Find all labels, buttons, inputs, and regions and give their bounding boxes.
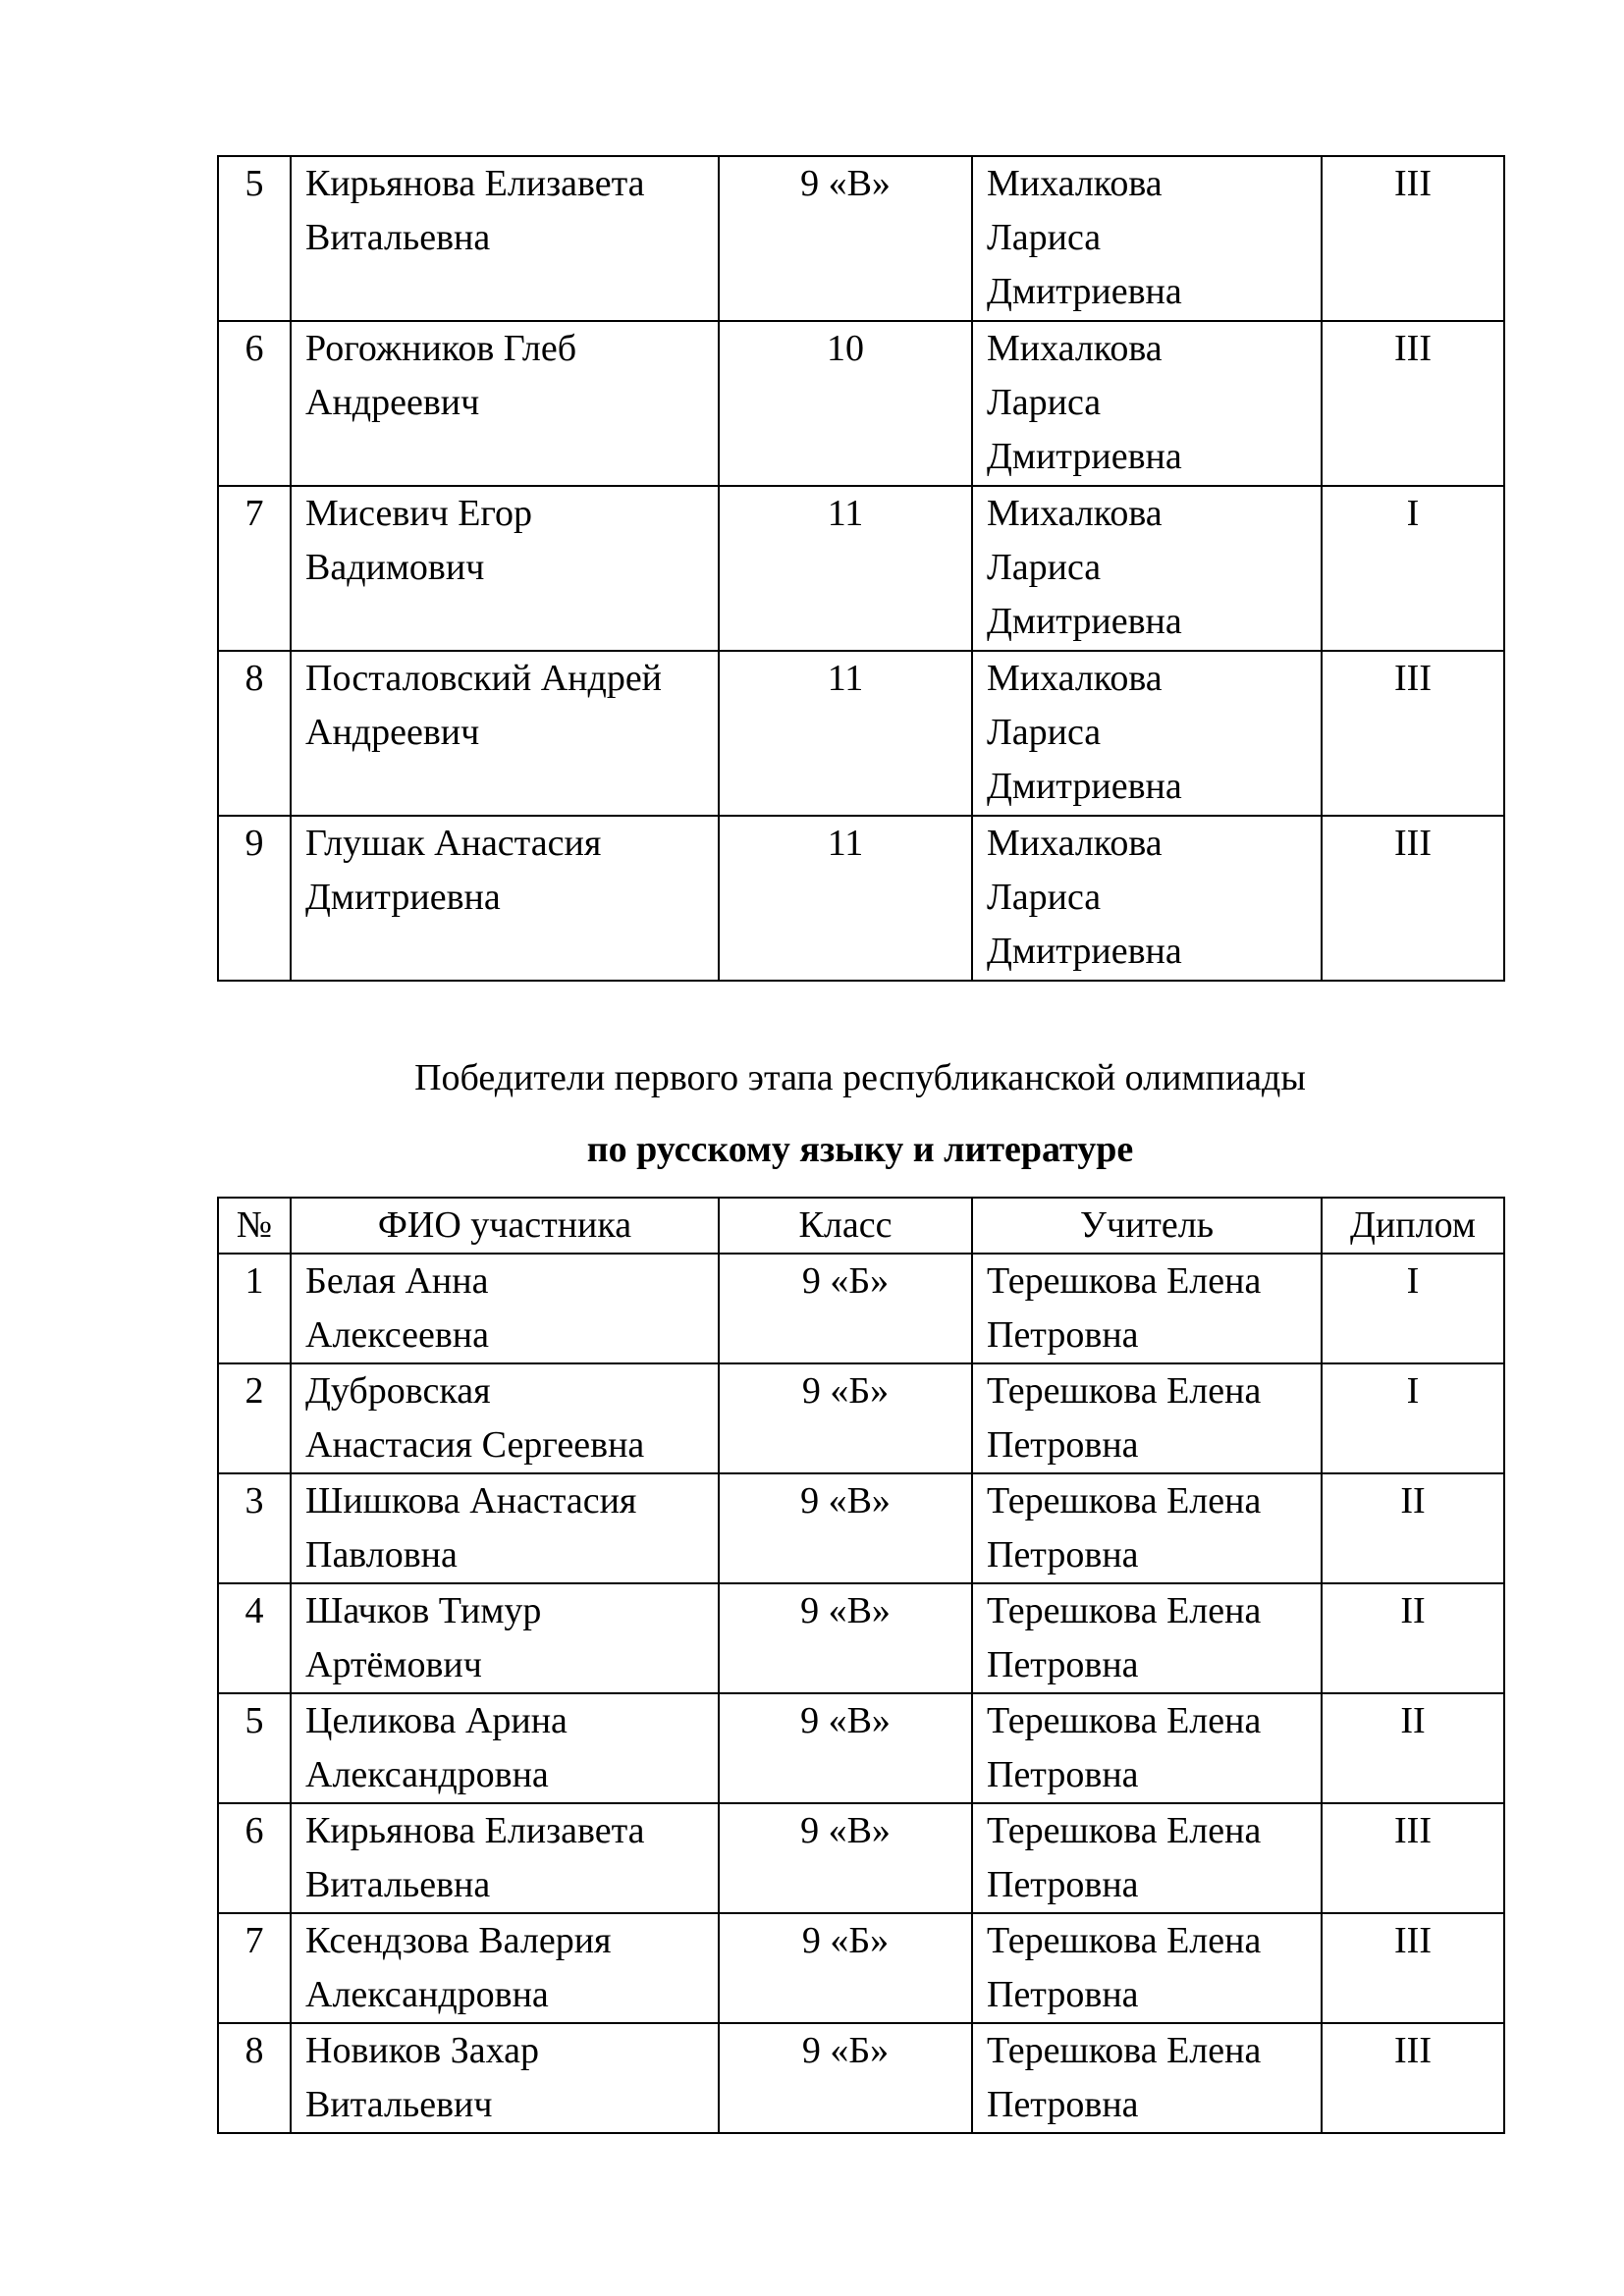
teacher-line: Михалкова bbox=[987, 658, 1163, 699]
name-line: Шишкова Анастасия bbox=[305, 1480, 637, 1522]
diploma: III bbox=[1322, 1913, 1504, 2023]
row-number: 2 bbox=[218, 1363, 291, 1473]
teacher-name bbox=[972, 1803, 1322, 1913]
row-number: 8 bbox=[218, 651, 291, 816]
teacher-line: Михалкова bbox=[987, 163, 1163, 204]
name-line: Шачков Тимур bbox=[305, 1590, 542, 1631]
participant-name bbox=[291, 1583, 719, 1693]
teacher-name bbox=[972, 1473, 1322, 1583]
name-line: Мисевич Егор bbox=[305, 493, 533, 534]
table-header-row bbox=[218, 1198, 1504, 1254]
grade: 9 «Б» bbox=[719, 1363, 972, 1473]
name-line: Александровна bbox=[305, 1974, 549, 2015]
column-header-teacher: Учитель bbox=[972, 1198, 1322, 1254]
diploma: I bbox=[1322, 1254, 1504, 1363]
teacher-line: Михалкова bbox=[987, 493, 1163, 534]
participant-name bbox=[291, 651, 719, 816]
grade: 9 «Б» bbox=[719, 1254, 972, 1363]
diploma: III bbox=[1322, 816, 1504, 981]
teacher-line: Петровна bbox=[987, 1534, 1139, 1575]
participant-name bbox=[291, 1254, 719, 1363]
participant-name bbox=[291, 816, 719, 981]
diploma: I bbox=[1322, 486, 1504, 651]
grade: 9 «В» bbox=[719, 1473, 972, 1583]
diploma: III bbox=[1322, 2023, 1504, 2133]
name-line: Глушак Анастасия bbox=[305, 823, 602, 864]
teacher-line: Лариса bbox=[987, 877, 1102, 918]
table-row bbox=[218, 1363, 1504, 1473]
results-table-continued bbox=[217, 155, 1505, 982]
teacher-name bbox=[972, 1363, 1322, 1473]
teacher-line: Лариса bbox=[987, 547, 1102, 588]
row-number: 8 bbox=[218, 2023, 291, 2133]
teacher-name bbox=[972, 486, 1322, 651]
name-line: Целикова Арина bbox=[305, 1700, 568, 1741]
teacher-line: Дмитриевна bbox=[987, 271, 1182, 312]
teacher-name bbox=[972, 651, 1322, 816]
results-table-russian bbox=[217, 1197, 1505, 2134]
teacher-name bbox=[972, 2023, 1322, 2133]
section-subtitle: по русскому языку и литературе bbox=[586, 1129, 1134, 1170]
column-header-number: № bbox=[218, 1198, 291, 1254]
grade: 9 «Б» bbox=[719, 2023, 972, 2133]
teacher-line: Лариса bbox=[987, 712, 1102, 753]
name-line: Новиков Захар bbox=[305, 2030, 539, 2071]
name-line: Рогожников Глеб bbox=[305, 328, 577, 369]
name-line: Артёмович bbox=[305, 1644, 482, 1685]
teacher-line: Терешкова Елена bbox=[987, 1920, 1262, 1961]
diploma: III bbox=[1322, 651, 1504, 816]
table-row bbox=[218, 1254, 1504, 1363]
table-row bbox=[218, 321, 1504, 486]
teacher-line: Терешкова Елена bbox=[987, 1700, 1262, 1741]
participant-name bbox=[291, 1363, 719, 1473]
row-number: 7 bbox=[218, 486, 291, 651]
name-line: Белая Анна bbox=[305, 1260, 489, 1302]
grade: 11 bbox=[719, 816, 972, 981]
teacher-line: Терешкова Елена bbox=[987, 1590, 1262, 1631]
participant-name bbox=[291, 156, 719, 321]
table-row bbox=[218, 816, 1504, 981]
teacher-line: Михалкова bbox=[987, 328, 1163, 369]
teacher-line: Дмитриевна bbox=[987, 601, 1182, 642]
section-title: Победители первого этапа республиканской олимпиады bbox=[414, 1057, 1306, 1098]
teacher-line: Терешкова Елена bbox=[987, 1260, 1262, 1302]
teacher-line: Дмитриевна bbox=[987, 766, 1182, 807]
teacher-line: Лариса bbox=[987, 382, 1102, 423]
name-line: Андреевич bbox=[305, 712, 480, 753]
row-number: 7 bbox=[218, 1913, 291, 2023]
name-line: Дмитриевна bbox=[305, 877, 501, 918]
name-line: Александровна bbox=[305, 1754, 549, 1795]
teacher-line: Дмитриевна bbox=[987, 931, 1182, 972]
name-line: Витальевна bbox=[305, 1864, 491, 1905]
teacher-line: Дмитриевна bbox=[987, 436, 1182, 477]
diploma: III bbox=[1322, 321, 1504, 486]
row-number: 4 bbox=[218, 1583, 291, 1693]
participant-name bbox=[291, 321, 719, 486]
teacher-name bbox=[972, 1913, 1322, 2023]
table-row bbox=[218, 1693, 1504, 1803]
participant-name bbox=[291, 1803, 719, 1913]
teacher-line: Петровна bbox=[987, 1864, 1139, 1905]
name-line: Андреевич bbox=[305, 382, 480, 423]
teacher-line: Петровна bbox=[987, 1644, 1139, 1685]
teacher-name bbox=[972, 1693, 1322, 1803]
teacher-name bbox=[972, 1583, 1322, 1693]
teacher-line: Терешкова Елена bbox=[987, 1480, 1262, 1522]
name-line: Витальевна bbox=[305, 217, 491, 258]
name-line: Алексеевна bbox=[305, 1314, 489, 1356]
table-row bbox=[218, 1803, 1504, 1913]
row-number: 5 bbox=[218, 1693, 291, 1803]
teacher-name bbox=[972, 1254, 1322, 1363]
teacher-line: Терешкова Елена bbox=[987, 2030, 1262, 2071]
name-line: Ксендзова Валерия bbox=[305, 1920, 612, 1961]
teacher-line: Петровна bbox=[987, 1314, 1139, 1356]
participant-name bbox=[291, 1473, 719, 1583]
table-row bbox=[218, 651, 1504, 816]
teacher-line: Петровна bbox=[987, 2084, 1139, 2125]
participant-name bbox=[291, 2023, 719, 2133]
table-row bbox=[218, 156, 1504, 321]
grade: 9 «Б» bbox=[719, 1913, 972, 2023]
grade: 11 bbox=[719, 651, 972, 816]
diploma: II bbox=[1322, 1693, 1504, 1803]
teacher-line: Лариса bbox=[987, 217, 1102, 258]
name-line: Кирьянова Елизавета bbox=[305, 1810, 645, 1851]
teacher-name bbox=[972, 156, 1322, 321]
name-line: Посталовский Андрей bbox=[305, 658, 663, 699]
row-number: 6 bbox=[218, 1803, 291, 1913]
grade: 9 «В» bbox=[719, 1583, 972, 1693]
grade: 10 bbox=[719, 321, 972, 486]
row-number: 6 bbox=[218, 321, 291, 486]
row-number: 1 bbox=[218, 1254, 291, 1363]
diploma: II bbox=[1322, 1473, 1504, 1583]
diploma: III bbox=[1322, 156, 1504, 321]
grade: 9 «В» bbox=[719, 1693, 972, 1803]
table-row bbox=[218, 486, 1504, 651]
diploma: I bbox=[1322, 1363, 1504, 1473]
teacher-line: Терешкова Елена bbox=[987, 1810, 1262, 1851]
grade: 9 «В» bbox=[719, 1803, 972, 1913]
table-row bbox=[218, 1913, 1504, 2023]
name-line: Анастасия Сергеевна bbox=[305, 1424, 645, 1466]
column-header-grade: Класс bbox=[719, 1198, 972, 1254]
participant-name bbox=[291, 1913, 719, 2023]
row-number: 9 bbox=[218, 816, 291, 981]
column-header-diploma: Диплом bbox=[1322, 1198, 1504, 1254]
row-number: 5 bbox=[218, 156, 291, 321]
diploma: III bbox=[1322, 1803, 1504, 1913]
participant-name bbox=[291, 486, 719, 651]
diploma: II bbox=[1322, 1583, 1504, 1693]
name-line: Дубровская bbox=[305, 1370, 491, 1412]
teacher-name bbox=[972, 321, 1322, 486]
grade: 11 bbox=[719, 486, 972, 651]
name-line: Витальевич bbox=[305, 2084, 493, 2125]
column-header-name: ФИО участника bbox=[291, 1198, 719, 1254]
teacher-name bbox=[972, 816, 1322, 981]
name-line: Павловна bbox=[305, 1534, 458, 1575]
row-number: 3 bbox=[218, 1473, 291, 1583]
table-row bbox=[218, 1583, 1504, 1693]
teacher-line: Терешкова Елена bbox=[987, 1370, 1262, 1412]
teacher-line: Петровна bbox=[987, 1974, 1139, 2015]
teacher-line: Михалкова bbox=[987, 823, 1163, 864]
teacher-line: Петровна bbox=[987, 1424, 1139, 1466]
name-line: Вадимович bbox=[305, 547, 485, 588]
table-row bbox=[218, 2023, 1504, 2133]
participant-name bbox=[291, 1693, 719, 1803]
grade: 9 «В» bbox=[719, 156, 972, 321]
teacher-line: Петровна bbox=[987, 1754, 1139, 1795]
table-row bbox=[218, 1473, 1504, 1583]
name-line: Кирьянова Елизавета bbox=[305, 163, 645, 204]
